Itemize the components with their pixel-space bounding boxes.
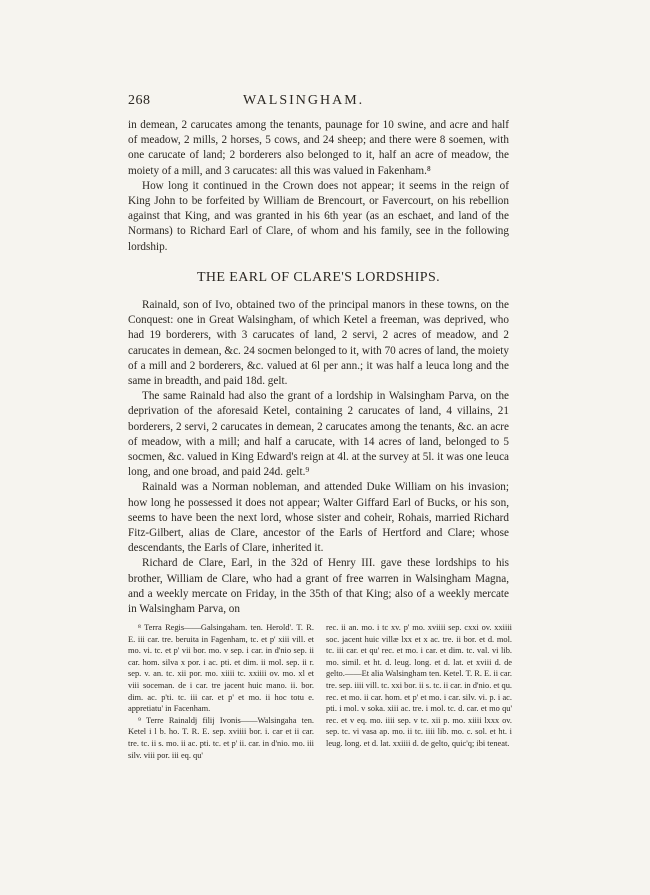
intro-paragraph-1: in demean, 2 carucates among the tenants, paunage for 10 swine, and acre and half of meadow, 2 mills, 2 horses, 5 cows, and 24 sheep; and there were 8 soemen, with one carucate of land; 2 borderers also belonged to it, half an acre of meadow, the moiety of a mill, and 3 carucates: all this was valued in Fakenham.⁸ bbox=[128, 119, 509, 177]
footnote-9: ⁹ Terre Rainaldj filij Ivonis——Walsingaha ten. Ketel i l b. ho. T. R. E. sep. xviiii bor. i. car et ii car. tre. tc. ii s. mo. ii ac. pti. tc. et p' ii. car. in d'nio. mo. iii silv. viii por. iii eq. qu' bbox=[128, 715, 314, 760]
running-title: WALSINGHAM. bbox=[243, 93, 365, 108]
footnote-column-left bbox=[128, 622, 314, 761]
section-paragraph-3: Rainald was a Norman nobleman, and attended Duke William on his invasion; how long he possessed it does not appear; Walter Giffard Earl of Bucks, or his son, seems to have been the next lord, whose sister and coheir, Rohais, married Richard Fitz-Gilbert, alias de Clare, ancestor of the Earls of Hertford and Clare; whose descendants, the Earls of Clare, inherited it. bbox=[128, 481, 509, 555]
footnote-continuation: rec. ii an. mo. i tc xv. p' mo. xviiii sep. cxxi ov. xxiiii soc. jacent huic villæ lxx et x ac. tre. ii bor. et d. mol. tc. iii car. et qu' rec. et mo. i car. et dim. tc. val. vi lib. mo. simil. et ht. d. leug. long. et d. lat. et xviii d. de gelto.——Et alia Walsingham ten. Ketel. T. R. E. ii car. tre. sep. iiii vill. tc. xxi bor. ii s. tc. ii car. in d'nio. et qu. rec. et mo. ii car. hom. et p' et mo. i car. silv. vi. p. i ac. pti. i mol. v soka. xiii ac. tre. i mol. tc. d. car. et mo qu' rec. et v eq. mo. iiii sep. v tc. xii p. mo. xiiii lxxx ov. sep. tc. vi vasa ap. mo. ii tc. iiii lib. mo. c. sol. et ht. i leug. long. et d. lat. xxiiii d. de gelto, quic'q; ibi teneat. bbox=[326, 623, 512, 748]
intro-paragraph-2: How long it continued in the Crown does not appear; it seems in the reign of King John to be forfeited by William de Brencourt, or Favercourt, on his rebellion against that King, and was granted in his 6th year (as an eschaet, and land of the Normans) to Richard Earl of Clare, of whom and his family, see in the following lordship. bbox=[128, 179, 509, 253]
page-header bbox=[128, 93, 508, 115]
section-paragraph-1: Rainald, son of Ivo, obtained two of the principal manors in these towns, on the Conquest: one in Great Walsingham, of which Ketel a freeman, was deprived, who had 19 borderers, with 3 carucates of land, 2 servi, 2 acres of meadow, and 2 carucates in demean, &c. 24 socmen belonged to it, with 70 acres of land, the moiety of a mill and 2 borderers, &c. valued at 6l per ann.; it was half a leuca long and the same in breadth, and paid 18d. gelt. bbox=[128, 299, 509, 388]
page-number: 268 bbox=[128, 93, 151, 108]
section-text bbox=[128, 298, 509, 617]
section-heading: THE EARL OF CLARE'S LORDSHIPS. bbox=[196, 270, 441, 285]
footnotes bbox=[128, 622, 512, 761]
section-paragraph-2: The same Rainald had also the grant of a lordship in Walsingham Parva, on the deprivation of the aforesaid Ketel, containing 2 carucates of land, 4 villains, 21 borderers, 2 servi, 2 carucates in demean, 2 carucates among the tenants, &c. an acre of meadow, with a mill; and half a carucate, with 14 acres of land, belonged to 5 socmen, &c. valued in King Edward's reign at 4l. at the survey at 5l. it was one leuca long, and one broad, and paid 24d. gelt.⁹ bbox=[128, 390, 509, 479]
footnote-8: ⁸ Terra Regis——Galsingaham. ten. Herold'. T. R. E. iii car. tre. beruita in Fagenham, tc. et p' xiii vill. et mo. vi. tc. et p' vii bor. mo. v sep. i car. in d'nio sep. ii car. hom. silva x por. i ac. pti. et dim. ii mol. sep. ii r. sep. v. an. tc. xii por. mo. xiiii tc. xxiiii ov. mo. xl et viii soceman. de i car. tre jacent huic mano. ii. bor. dim. ac. p'ti. tc. iii car. et p' et mo. ii hoc totu e. appretiatu' in Facenham. bbox=[128, 623, 314, 714]
intro-text bbox=[128, 118, 509, 255]
footnote-column-right bbox=[326, 622, 512, 761]
section-paragraph-4: Richard de Clare, Earl, in the 32d of Henry III. gave these lordships to his brother, William de Clare, who had a grant of free warren in Walsingham Magna, and a weekly mercate on Friday, in the 35th of that King; also of a weekly mercate in Walsingham Parva, on bbox=[128, 557, 509, 616]
